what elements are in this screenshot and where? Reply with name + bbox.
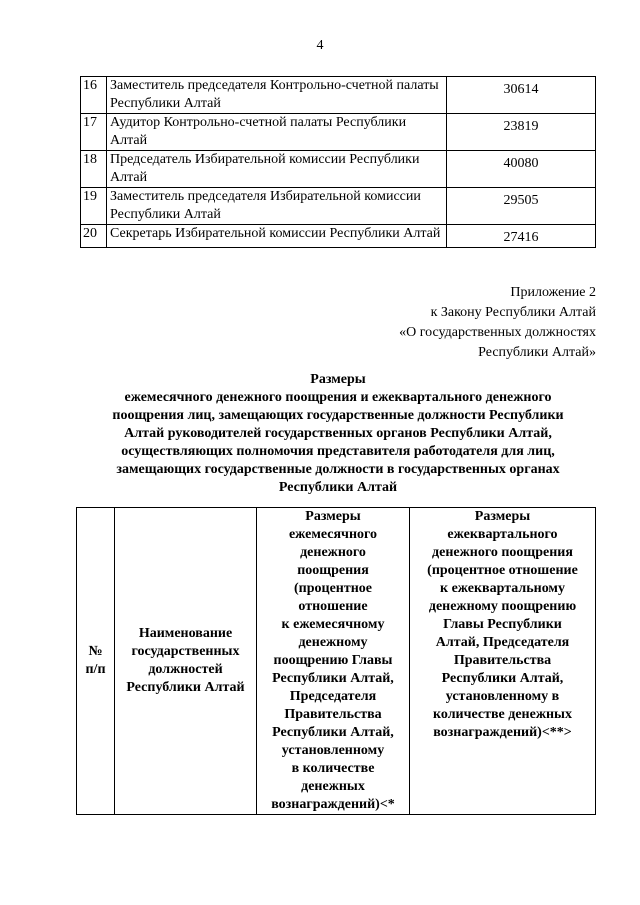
header-line: к ежеквартальному: [440, 581, 565, 596]
appendix-line: Республики Алтай»: [478, 345, 596, 360]
title-line: замещающих государственные должности в государственных органах: [116, 462, 560, 477]
header-line: Главы Республики: [443, 617, 562, 632]
appendix-header: [399, 283, 596, 363]
header-line: к ежемесячному: [281, 617, 385, 632]
appendix-line: «О государственных должностях: [399, 325, 596, 340]
header-line: (процентное отношение: [427, 563, 578, 578]
header-line: должностей: [148, 662, 223, 677]
header-line: №: [88, 644, 103, 659]
position-name: Секретарь Избирательной комиссии Республики Алтай: [107, 225, 447, 248]
header-line: денежного поощрения: [432, 545, 573, 560]
appendix-line: к Закону Республики Алтай: [430, 305, 596, 320]
header-line: в количестве: [291, 761, 375, 776]
position-name: Заместитель председателя Контрольно-счетной палаты Республики Алтай: [107, 77, 447, 114]
header-number: [77, 508, 115, 815]
header-line: вознаграждений)<*: [271, 797, 395, 812]
header-line: ежемесячного: [288, 527, 378, 542]
header-monthly-bonus: [257, 508, 410, 815]
row-number: 17: [81, 114, 107, 151]
position-name: Заместитель председателя Избирательной комиссии Республики Алтай: [107, 188, 447, 225]
header-quarterly-bonus: [410, 508, 596, 815]
title-line: Размеры: [310, 372, 366, 387]
header-line: денежных: [301, 779, 365, 794]
header-line: количестве денежных: [433, 707, 572, 722]
position-name: Аудитор Контрольно-счетной палаты Республики Алтай: [107, 114, 447, 151]
appendix-line: Приложение 2: [510, 285, 596, 300]
table-row: [81, 188, 596, 225]
header-line: Республики Алтай,: [272, 725, 394, 740]
page-number: 4: [316, 38, 324, 53]
row-number: 19: [81, 188, 107, 225]
header-position-name: [115, 508, 257, 815]
title-line: ежемесячного денежного поощрения и ежеквартального денежного: [124, 390, 552, 405]
title-line: осуществляющих полномочия представителя работодателя для лиц,: [121, 444, 555, 459]
header-line: (процентное: [293, 581, 373, 596]
table-row: [81, 225, 596, 248]
row-number: 16: [81, 77, 107, 114]
header-row: [77, 508, 596, 815]
header-line: п/п: [85, 662, 106, 677]
header-line: денежному поощрению: [428, 599, 577, 614]
header-line: Председателя: [289, 689, 377, 704]
header-line: Республики Алтай,: [272, 671, 394, 686]
header-line: установленному: [281, 743, 385, 758]
header-line: ежеквартального: [447, 527, 558, 542]
header-line: Размеры: [474, 509, 531, 524]
header-line: вознаграждений)<**>: [433, 725, 572, 740]
header-line: государственных: [131, 644, 240, 659]
header-line: поощрению Главы: [273, 653, 393, 668]
title-line: Алтай руководителей государственных органов Республики Алтай,: [124, 426, 552, 441]
header-line: Наименование: [138, 626, 233, 641]
header-line: Республики Алтай,: [441, 671, 564, 686]
header-line: Правительства: [284, 707, 382, 722]
header-line: Размеры: [305, 509, 361, 524]
header-line: поощрения: [297, 563, 369, 578]
header-line: Правительства: [453, 653, 552, 668]
header-line: денежному: [298, 635, 368, 650]
header-line: установленному в: [445, 689, 560, 704]
table-row: [81, 114, 596, 151]
row-number: 18: [81, 151, 107, 188]
header-line: денежного: [300, 545, 366, 560]
title-line: поощрения лиц, замещающих государственные должности Республики: [112, 408, 564, 423]
bonus-sizes-table: [76, 507, 596, 815]
header-line: Алтай, Председателя: [435, 635, 570, 650]
positions-table: [80, 76, 596, 248]
table-row: [81, 151, 596, 188]
header-line: отношение: [298, 599, 368, 614]
salary-value: 29505: [447, 188, 596, 225]
header-line: Республики Алтай: [126, 680, 245, 695]
row-number: 20: [81, 225, 107, 248]
document-title: [60, 371, 616, 497]
salary-value: 23819: [447, 114, 596, 151]
table-row: [81, 77, 596, 114]
position-name: Председатель Избирательной комиссии Республики Алтай: [107, 151, 447, 188]
salary-value: 30614: [447, 77, 596, 114]
salary-value: 27416: [447, 225, 596, 248]
salary-value: 40080: [447, 151, 596, 188]
title-line: Республики Алтай: [278, 480, 398, 495]
